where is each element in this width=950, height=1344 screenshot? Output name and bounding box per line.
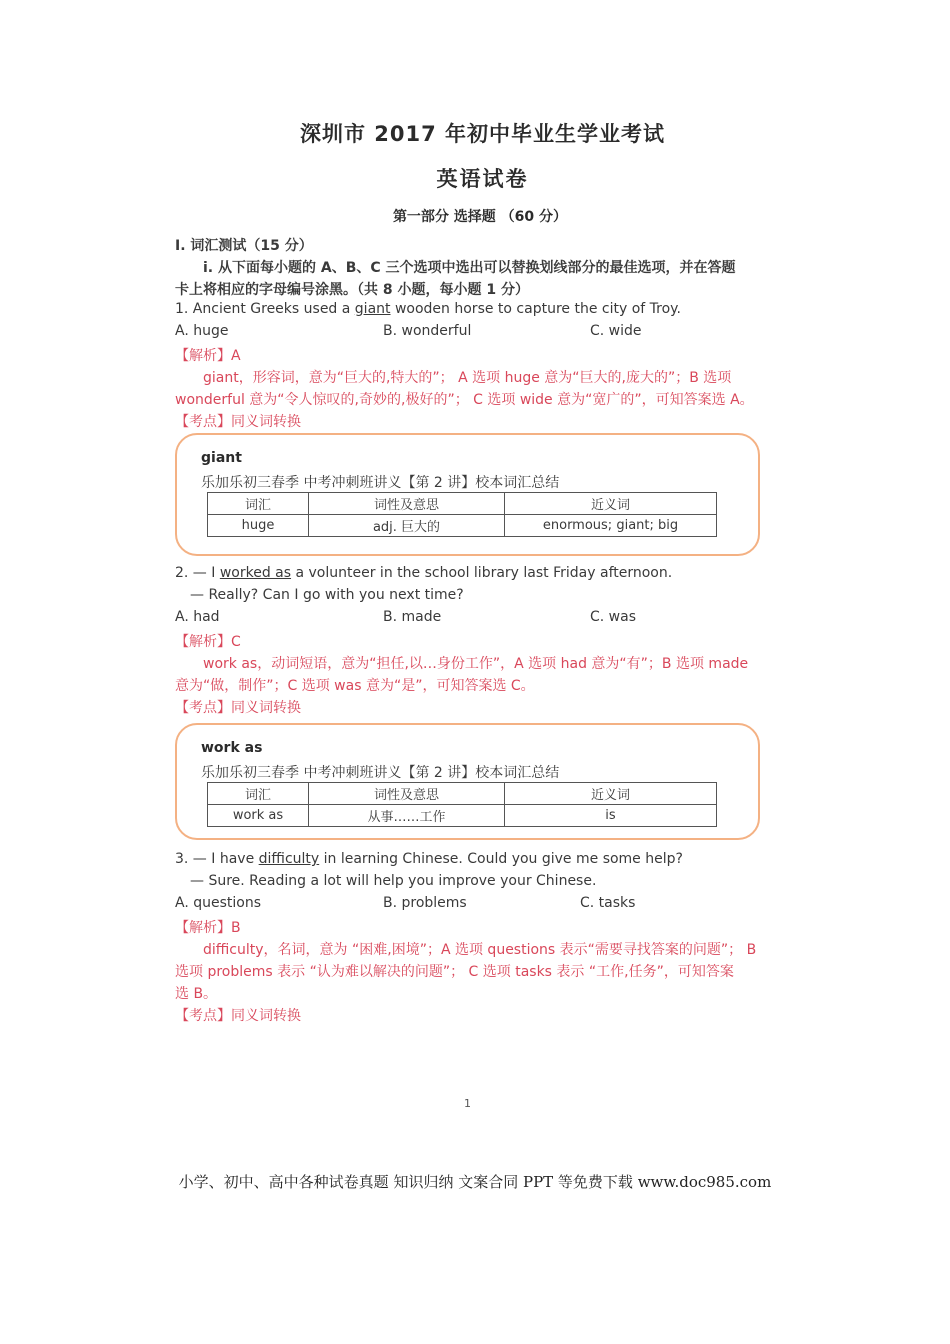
exam-title: 深圳市 2017 年初中毕业生学业考试: [299, 122, 666, 146]
table-cell: enormous; giant; big: [505, 515, 717, 537]
table-header: 词性及意思: [309, 493, 505, 515]
q2-option-c: C. was: [590, 609, 636, 625]
instruction-line-2: 卡上将相应的字母编号涂黑。（共 8 小题，每小题 1 分）: [175, 282, 529, 298]
table-header: 近义词: [505, 493, 717, 515]
vocab-source: 乐加乐初三春季 中考冲刺班讲义【第 2 讲】校本词汇总结: [201, 765, 560, 781]
q3-explanation-2: 选项 problems 表示 “认为难以解决的问题”； C 选项 tasks 表示 “工作,任务”，可知答案: [175, 964, 734, 980]
q3-line-2: — Sure. Reading a lot will help you improve your Chinese.: [190, 873, 597, 889]
question-text: 3. — I have: [175, 851, 259, 867]
question-text: in learning Chinese. Could you give me some help?: [319, 851, 683, 867]
exam-subtitle: 英语试卷: [436, 167, 529, 191]
table-row: [208, 493, 717, 515]
table-row: [208, 515, 717, 537]
q1-vocab-box: [175, 433, 760, 556]
instruction-line-1: i. 从下面每小题的 A、B、C 三个选项中选出可以替换划线部分的最佳选项，并在答题: [203, 260, 736, 276]
question-text: wooden horse to capture the city of Troy.: [390, 301, 681, 317]
q1-point: 【考点】同义词转换: [175, 414, 301, 430]
underlined-word: worked as: [219, 565, 292, 581]
q3-option-b: B. problems: [383, 895, 467, 911]
table-row: [208, 805, 717, 827]
q2-explanation-2: 意为“做，制作”；C 选项 was 意为“是”，可知答案选 C。: [175, 678, 535, 694]
section-heading: I. 词汇测试（15 分）: [175, 238, 313, 254]
table-cell: is: [505, 805, 717, 827]
vocab-table: [207, 782, 717, 827]
table-header: 词汇: [208, 493, 309, 515]
vocab-table: [207, 492, 717, 537]
q3-answer: 【解析】B: [175, 920, 241, 936]
table-cell: huge: [208, 515, 309, 537]
q3-option-c: C. tasks: [580, 895, 636, 911]
page-number: 1: [464, 1097, 471, 1110]
vocab-word: work as: [201, 740, 263, 756]
question-text: a volunteer in the school library last Friday afternoon.: [291, 565, 673, 581]
q2-vocab-box: [175, 723, 760, 840]
q2-explanation-1: work as，动词短语，意为“担任,以…身份工作”，A 选项 had 意为“有”；B 选项 made: [203, 656, 749, 672]
question-3: [175, 851, 683, 867]
q3-option-a: A. questions: [175, 895, 262, 911]
question-text: 2. — I: [175, 565, 220, 581]
q2-option-a: A. had: [175, 609, 220, 625]
table-cell: adj. 巨大的: [309, 515, 505, 537]
underlined-word: giant: [354, 301, 391, 317]
q3-explanation-3: 选 B。: [175, 986, 218, 1002]
q3-point: 【考点】同义词转换: [175, 1008, 301, 1024]
q1-explanation-2: wonderful 意为“令人惊叹的,奇妙的,极好的”； C 选项 wide 意为“宽广的”，可知答案选 A。: [175, 392, 754, 408]
footer-text: 小学、初中、高中各种试卷真题 知识归纳 文案合同 PPT 等免费下载 www.doc985.com: [178, 1173, 772, 1191]
q2-answer: 【解析】C: [175, 634, 241, 650]
table-header: 近义词: [505, 783, 717, 805]
table-cell: 从事……工作: [309, 805, 505, 827]
table-cell: work as: [208, 805, 309, 827]
q2-line-2: — Really? Can I go with you next time?: [190, 587, 464, 603]
q1-explanation-1: giant，形容词，意为“巨大的,特大的”； A 选项 huge 意为“巨大的,庞大的”；B 选项: [203, 370, 732, 386]
vocab-word: giant: [201, 450, 242, 466]
q2-point: 【考点】同义词转换: [175, 700, 301, 716]
question-text: 1. Ancient Greeks used a: [175, 301, 355, 317]
part-heading: 第一部分 选择题 （60 分）: [392, 209, 568, 225]
vocab-source: 乐加乐初三春季 中考冲刺班讲义【第 2 讲】校本词汇总结: [201, 475, 560, 491]
q1-answer: 【解析】A: [175, 348, 241, 364]
underlined-word: difficulty: [258, 851, 320, 867]
question-1: [175, 301, 681, 317]
q3-explanation-1: difficulty，名词，意为 “困难,困境”；A 选项 questions 表示“需要寻找答案的问题”； B: [203, 942, 757, 958]
q2-option-b: B. made: [383, 609, 442, 625]
question-2: [175, 565, 672, 581]
q1-option-c: C. wide: [590, 323, 642, 339]
q1-option-b: B. wonderful: [383, 323, 472, 339]
q1-option-a: A. huge: [175, 323, 229, 339]
table-header: 词汇: [208, 783, 309, 805]
table-header: 词性及意思: [309, 783, 505, 805]
table-row: [208, 783, 717, 805]
